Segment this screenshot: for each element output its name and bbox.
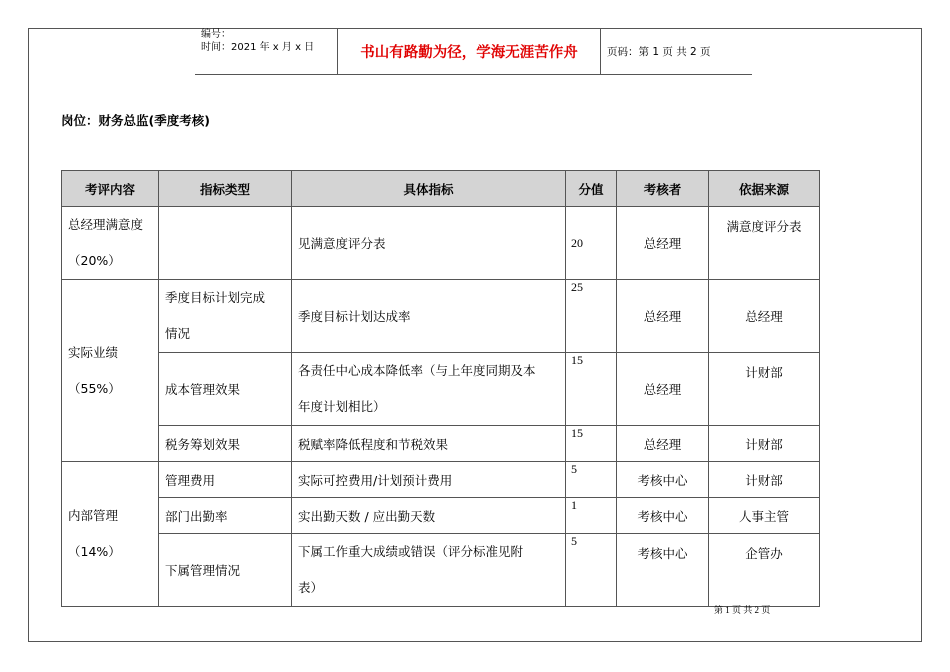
indicator-cell: 实出勤天数 / 应出勤天数: [292, 498, 566, 534]
score-cell: 15: [566, 426, 617, 462]
indicator-cell: [292, 534, 566, 607]
type-cell: [159, 207, 292, 280]
source-cell: 计财部: [709, 462, 820, 498]
assessor-cell: 总经理: [617, 426, 709, 462]
type-cell: [159, 280, 292, 353]
date-label: 时间：2021 年 x 月 x 日: [201, 42, 315, 53]
assessor-cell: 总经理: [617, 280, 709, 353]
table-row: [62, 280, 820, 353]
number-label: 编号：: [201, 29, 231, 40]
assessor-cell: 考核中心: [617, 462, 709, 498]
kpi-table: [61, 170, 820, 607]
assessor-cell: 考核中心: [617, 498, 709, 534]
page-header: [195, 28, 752, 75]
type-cell: 成本管理效果: [159, 353, 292, 426]
page-footer: 第 1 页 共 2 页: [714, 605, 771, 615]
category-name: 实际业绩: [68, 344, 119, 360]
header-cell: 指标类型: [159, 171, 292, 207]
table-row: [62, 498, 820, 534]
header-left: [195, 28, 337, 74]
header-cell: 分值: [566, 171, 617, 207]
indicator-cell: [292, 353, 566, 426]
assessor-cell: 考核中心: [617, 534, 709, 607]
post-title: 岗位：财务总监(季度考核): [61, 113, 210, 128]
type-cell: 下属管理情况: [159, 534, 292, 607]
category-cell: [62, 280, 159, 462]
source-cell: 企管办: [709, 534, 820, 607]
assessor-cell: 总经理: [617, 207, 709, 280]
category-weight: （20%）: [68, 253, 121, 268]
motto: 书山有路勤为径，学海无涯苦作舟: [337, 28, 601, 74]
header-cell: 考评内容: [62, 171, 159, 207]
category-name: 内部管理: [68, 508, 119, 523]
table-row: [62, 426, 820, 462]
source-cell: 满意度评分表: [709, 207, 820, 280]
category-name: 总经理满意度: [68, 217, 144, 232]
table-row: [62, 462, 820, 498]
header-cell: 依据来源: [709, 171, 820, 207]
score-cell: 5: [566, 462, 617, 498]
type-cell: 部门出勤率: [159, 498, 292, 534]
header-cell: 具体指标: [292, 171, 566, 207]
type-cell: 税务筹划效果: [159, 426, 292, 462]
table-header-row: [62, 171, 820, 207]
category-cell: [62, 462, 159, 607]
score-cell: 20: [566, 207, 617, 280]
indicator-line: 年度计划相比）: [298, 399, 386, 414]
category-weight: （14%）: [68, 544, 121, 559]
score-cell: 5: [566, 534, 617, 607]
indicator-cell: 见满意度评分表: [292, 207, 566, 280]
score-cell: 25: [566, 280, 617, 353]
type-cell: 管理费用: [159, 462, 292, 498]
source-cell: 计财部: [709, 353, 820, 426]
score-cell: 15: [566, 353, 617, 426]
indicator-cell: 税赋率降低程度和节税效果: [292, 426, 566, 462]
table-row: [62, 207, 820, 280]
type-line: 季度目标计划完成: [165, 290, 266, 305]
source-cell: 总经理: [709, 280, 820, 353]
table-row: [62, 534, 820, 607]
page-info: 页码：第 1 页 共 2 页: [607, 45, 711, 58]
score-cell: 1: [566, 498, 617, 534]
header-cell: 考核者: [617, 171, 709, 207]
indicator-cell: 季度目标计划达成率: [292, 280, 566, 353]
source-cell: 计财部: [709, 426, 820, 462]
table-row: [62, 353, 820, 426]
category-cell: [62, 207, 159, 280]
category-weight: （55%）: [68, 380, 121, 396]
indicator-line: 各责任中心成本降低率（与上年度同期及本: [298, 363, 536, 378]
source-cell: 人事主管: [709, 498, 820, 534]
indicator-line: 下属工作重大成绩或错误（评分标准见附: [298, 544, 524, 559]
assessor-cell: 总经理: [617, 353, 709, 426]
indicator-cell: 实际可控费用/计划预计费用: [292, 462, 566, 498]
type-line: 情况: [165, 326, 191, 341]
indicator-line: 表）: [298, 580, 324, 595]
